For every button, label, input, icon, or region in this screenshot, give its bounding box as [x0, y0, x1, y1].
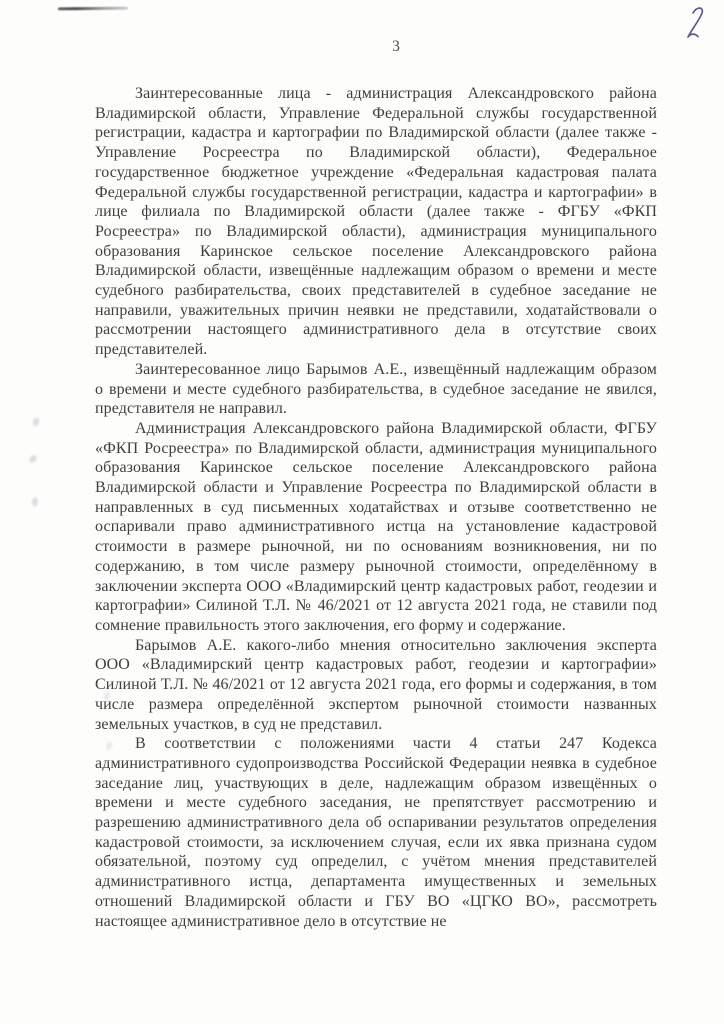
scan-noise-speck [33, 418, 39, 426]
scan-noise-speck [29, 454, 38, 464]
handwritten-page-mark-2 [678, 4, 714, 48]
scan-noise-speck [31, 497, 39, 506]
paragraph-article-247: В соответствии с положениями части 4 статьи 247 Кодекса административного судопроизводства Российской Федерации неявка в судебное заседание лиц, участвующих в деле, надлежащим образом извещённых о времени и месте судебного заседания, не препятствует рассмотрению и разрешению административного дела об оспаривании результатов определения кадастровой стоимости, за исключением случая, если их явка признана судом обязательной, поэтому суд определил, с учётом мнения представителей административного истца, департамента имущественных и земельных отношений Владимирской области и ГБУ ВО «ЦГКО ВО», рассмотреть настоящее административное дело в отсутствие не [95, 735, 657, 930]
paragraph-administration-position: Администрация Александровского района Владимирской области, ФГБУ «ФКП Росреестра» по Владимирской области, администрация муниципального образования Каринское сельское поселение Александровского района Владимирской области и Управление Росреестра по Владимирской области в направленных в суд письменных ходатайствах и отзыве соответственно не оспаривали право административного истца на установление кадастровой стоимости в размере рыночной, ни по основаниям возникновения, ни по содержанию, в том числе размеру рыночной стоимости, определённому в заключении эксперта ООО «Владимирский центр кадастровых работ, геодезии и картографии» Силиной Т.Л. № 46/2021 от 12 августа 2021 года, не ставили под сомнение правильность этого заключения, его форму и содержание. [95, 419, 657, 634]
paragraph-interested-parties: Заинтересованные лица - администрация Александровского района Владимирской области, Управление Федеральной службы государственной регистрации, кадастра и картографии по Владимирской области (далее также - Управление Росреестра по Владимирской области), Федеральное государственное бюджетное учреждение «Федеральная кадастровая палата Федеральной службы государственной регистрации, кадастра и картографии» в лице филиала по Владимирской области (далее также - ФГБУ «ФКП Росреестра» по Владимирской области), администрация муниципального образования Каринское сельское поселение Александровского района Владимирской области, извещённые надлежащим образом о времени и месте судебного разбирательства, своих представителей в судебное заседание не направили, уважительных причин неявки не представили, ходатайствовали о рассмотрении настоящего административного дела в отсутствие своих представителей. [95, 85, 657, 359]
paragraph-barymov-notice: Заинтересованное лицо Барымов А.Е., извещённый надлежащим образом о времени и месте судебного разбирательства, в судебное заседание не явился, представителя не направил. [95, 360, 657, 418]
document-body [95, 84, 657, 931]
paragraph-barymov-opinion: Барымов А.Е. какого-либо мнения относительно заключения эксперта ООО «Владимирский центр кадастровых работ, геодезии и картографии» Силиной Т.Л. № 46/2021 от 12 августа 2021 года, его формы и содержания, в том числе размера определённой экспертом рыночной стоимости названных земельных участков, в суд не представил. [95, 636, 657, 733]
scan-streak-artifact [58, 7, 128, 11]
page-number: 3 [392, 38, 400, 55]
